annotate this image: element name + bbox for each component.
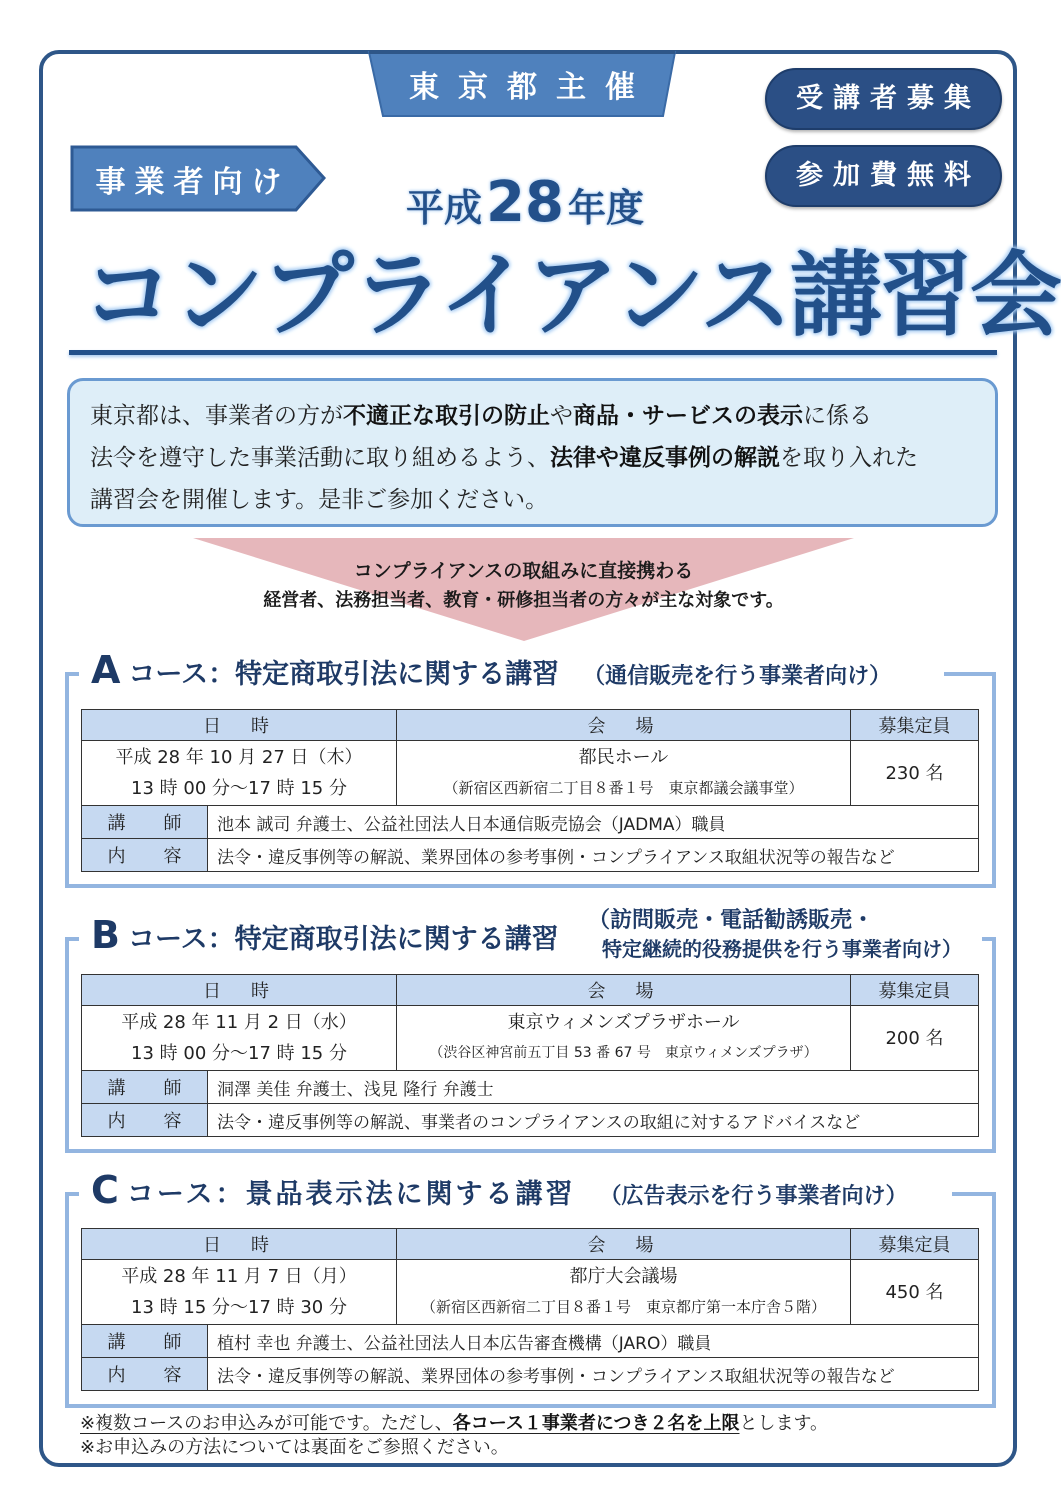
table-header-row — [82, 975, 979, 1006]
course-audience: （通信販売を行う事業者向け） — [583, 664, 892, 689]
datetime-cell: 平成 28 年 11 月 7 日（月） 13 時 15 分～17 時 30 分 — [82, 1260, 397, 1325]
course-b-section — [65, 908, 996, 1153]
target-line-2: 経営者、法務担当者、教育・研修担当者の方々が主な対象です。 — [263, 590, 784, 611]
bracket-top-right — [952, 1192, 996, 1196]
course-table — [81, 974, 979, 1137]
target-line-1: コンプライアンスの取組みに直接携わる — [353, 560, 694, 582]
header-venue: 会 場 — [397, 1229, 851, 1260]
note-line-1: ※複数コースのお申込みが可能です。ただし、各コース１事業者につき２名を上限とします。 — [80, 1413, 829, 1434]
bracket-top-right — [944, 672, 996, 676]
audience-label: 事業者向け — [95, 165, 291, 200]
venue-cell: 都庁大会議場 （新宿区西新宿二丁目８番１号 東京都庁第一本庁舎５階） — [397, 1260, 851, 1325]
content-label: 内 容 — [82, 1358, 208, 1391]
table-row — [82, 1260, 979, 1325]
table-row — [82, 1358, 979, 1391]
content-label: 内 容 — [82, 839, 208, 872]
table-header-row — [82, 710, 979, 741]
course-audience-line-2: 特定継続的役務提供を行う事業者向け） — [602, 937, 962, 961]
table-row — [82, 1071, 979, 1104]
intro-line-3: 講習会を開催します。是非ご参加ください。 — [90, 487, 549, 513]
venue-cell: 東京ウィメンズプラザホール （渋谷区神宮前五丁目 53 番 67 号 東京ウィメンズプラザ） — [397, 1006, 851, 1071]
bracket-top-left — [65, 672, 79, 676]
course-name: コース：特定商取引法に関する講習 — [128, 659, 560, 690]
venue-cell: 都民ホール （新宿区西新宿二丁目８番１号 東京都議会議事堂） — [397, 741, 851, 806]
intro-line-1: 東京都は、事業者の方が不適正な取引の防止や商品・サービスの表示に係る — [90, 403, 872, 429]
table-row — [82, 839, 979, 872]
year-suffix: 年度 — [567, 186, 644, 230]
lecturer-value: 洞澤 美佳 弁護士、浅見 隆行 弁護士 — [208, 1071, 979, 1104]
course-name: コース：景品表示法に関する講習 — [126, 1179, 576, 1210]
lecturer-label: 講 師 — [82, 806, 208, 839]
content-value: 法令・違反事例等の解説、業界団体の参考事例・コンプライアンス取組状況等の報告など — [208, 839, 979, 872]
header-capacity: 募集定員 — [851, 1229, 979, 1260]
course-audience: （広告表示を行う事業者向け） — [599, 1184, 908, 1209]
header-venue: 会 場 — [397, 975, 851, 1006]
course-title — [91, 1168, 908, 1212]
bracket-top-right — [982, 937, 996, 941]
header-venue: 会 場 — [397, 710, 851, 741]
lecturer-value: 植村 幸也 弁護士、公益社団法人日本広告審査機構（JARO）職員 — [208, 1325, 979, 1358]
content-value: 法令・違反事例等の解説、事業者のコンプライアンスの取組に対するアドバイスなど — [208, 1104, 979, 1137]
course-letter: B — [91, 913, 120, 957]
capacity-cell: 450 名 — [851, 1260, 979, 1325]
table-row — [82, 806, 979, 839]
table-row — [82, 741, 979, 806]
page-title: コンプライアンス講習会 — [82, 242, 1061, 349]
course-title — [91, 648, 891, 692]
header-datetime: 日 時 — [82, 1229, 397, 1260]
year-number: 28 — [486, 170, 564, 235]
header-capacity: 募集定員 — [851, 710, 979, 741]
lecturer-label: 講 師 — [82, 1325, 208, 1358]
course-table — [81, 1228, 979, 1391]
audience-badge — [70, 145, 326, 212]
capacity-cell: 200 名 — [851, 1006, 979, 1071]
course-c-section — [65, 1168, 996, 1408]
content-value: 法令・違反事例等の解説、業界団体の参考事例・コンプライアンス取組状況等の報告など — [208, 1358, 979, 1391]
header-datetime: 日 時 — [82, 975, 397, 1006]
content-label: 内 容 — [82, 1104, 208, 1137]
table-row — [82, 1104, 979, 1137]
note-line-2: ※お申込みの方法については裏面をご参照ください。 — [80, 1437, 509, 1458]
free-admission-badge: 参加費無料 — [765, 145, 1002, 207]
course-title — [91, 913, 559, 957]
table-row — [82, 1325, 979, 1358]
datetime-cell: 平成 28 年 11 月 2 日（水） 13 時 00 分～17 時 15 分 — [82, 1006, 397, 1071]
intro-line-2: 法令を遵守した事業活動に取り組めるよう、法律や違反事例の解説を取り入れた — [90, 445, 918, 471]
header-capacity: 募集定員 — [851, 975, 979, 1006]
recruiting-badge: 受講者募集 — [765, 68, 1002, 130]
course-name: コース：特定商取引法に関する講習 — [127, 924, 559, 955]
lecturer-label: 講 師 — [82, 1071, 208, 1104]
host-badge — [367, 50, 677, 118]
course-table — [81, 709, 979, 872]
course-letter: A — [91, 648, 121, 692]
host-label: 東京都主催 — [409, 70, 654, 105]
course-a-section — [65, 648, 996, 888]
header-datetime: 日 時 — [82, 710, 397, 741]
title-divider — [69, 350, 997, 355]
footer-notes — [80, 1412, 828, 1460]
bracket-top-left — [65, 937, 79, 941]
course-audience-line-1: （訪問販売・電話勧誘販売・ — [588, 908, 875, 933]
target-audience-arrow — [193, 538, 854, 641]
lecturer-value: 池本 誠司 弁護士、公益社団法人日本通信販売協会（JADMA）職員 — [208, 806, 979, 839]
datetime-cell: 平成 28 年 10 月 27 日（木） 13 時 00 分～17 時 15 分 — [82, 741, 397, 806]
capacity-cell: 230 名 — [851, 741, 979, 806]
bracket-top-left — [65, 1192, 79, 1196]
year-prefix: 平成 — [406, 186, 483, 230]
table-row — [82, 1006, 979, 1071]
intro-box — [67, 378, 998, 527]
table-header-row — [82, 1229, 979, 1260]
course-letter: C — [91, 1168, 119, 1212]
